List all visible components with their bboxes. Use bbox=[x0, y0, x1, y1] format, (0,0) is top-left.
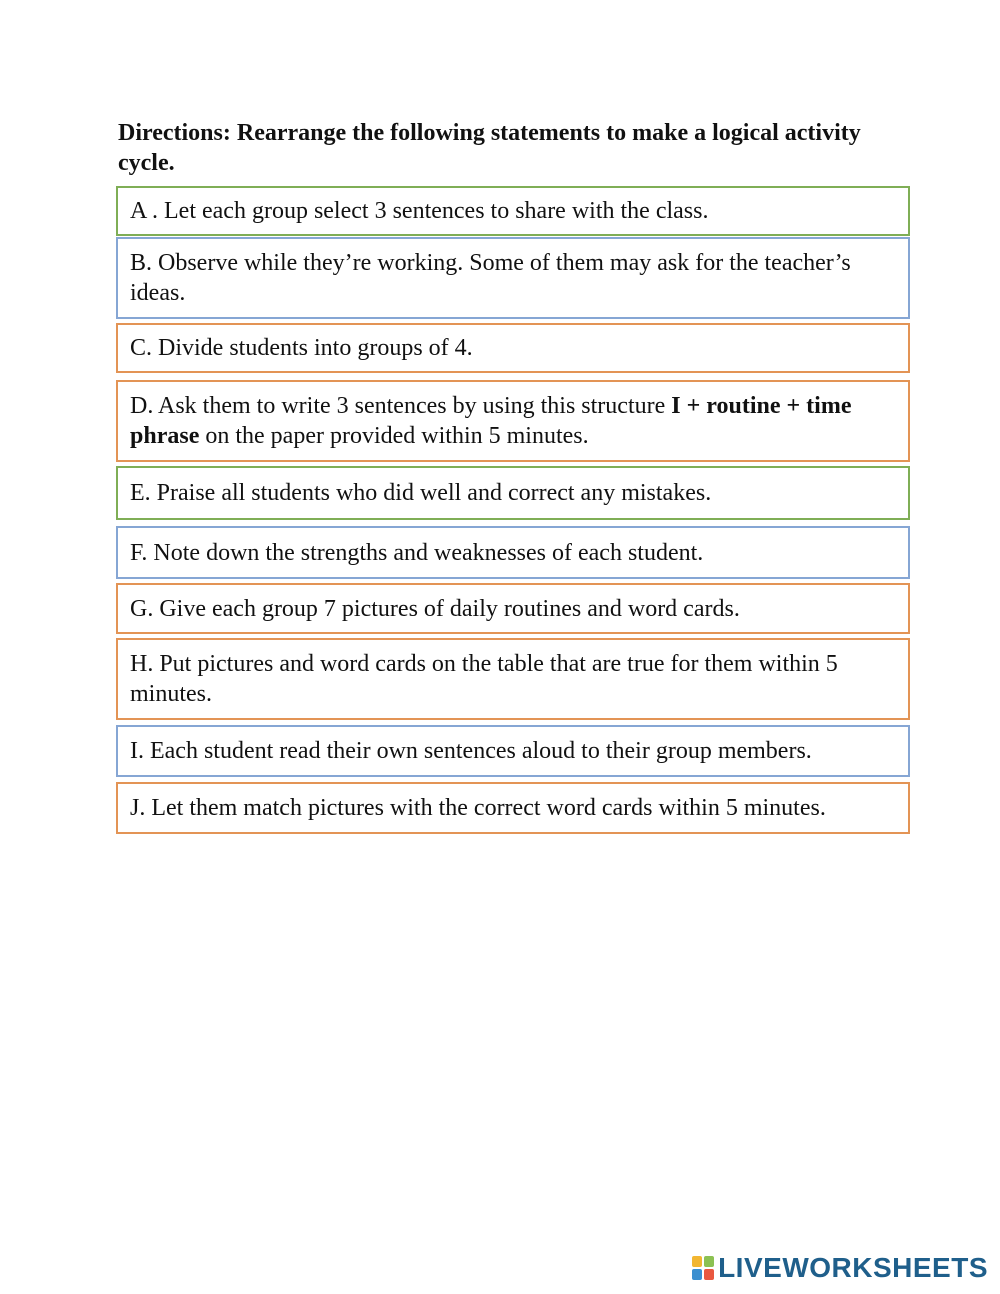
statement-f-text: F. Note down the strengths and weaknesses of each student. bbox=[130, 539, 704, 566]
statement-d-text bbox=[130, 391, 896, 451]
statement-d[interactable] bbox=[116, 380, 910, 462]
statement-d-structure: I + routine + time phrase bbox=[130, 393, 852, 449]
statement-a-text: A . Let each group select 3 sentences to share with the class. bbox=[130, 198, 709, 224]
statement-c-text: C. Divide students into groups of 4. bbox=[130, 335, 473, 361]
statement-i[interactable] bbox=[116, 725, 910, 777]
statement-e[interactable] bbox=[116, 466, 910, 520]
statement-g-text: G. Give each group 7 pictures of daily routines and word cards. bbox=[130, 595, 740, 622]
statement-d-part1: D. Ask them to write 3 sentences by using this structure bbox=[130, 393, 672, 419]
statement-e-text: E. Praise all students who did well and correct any mistakes. bbox=[130, 480, 712, 506]
statement-i-text: I. Each student read their own sentences aloud to their group members. bbox=[130, 738, 812, 764]
liveworksheets-logo bbox=[692, 1254, 988, 1282]
statement-b-text: B. Observe while they’re working. Some of them may ask for the teacher’s ideas. bbox=[130, 250, 851, 306]
liveworksheets-logo-text: LIVEWORKSHEETS bbox=[718, 1252, 988, 1283]
statement-h[interactable] bbox=[116, 638, 910, 720]
statement-h-text: H. Put pictures and word cards on the table that are true for them within 5 minutes. bbox=[130, 651, 838, 707]
statement-j[interactable] bbox=[116, 782, 910, 834]
statement-d-part2: on the paper provided within 5 minutes. bbox=[199, 423, 589, 449]
directions-heading: Directions: Rearrange the following statements to make a logical activity cycle. bbox=[118, 120, 861, 176]
statement-f[interactable] bbox=[116, 526, 910, 579]
statement-c[interactable] bbox=[116, 323, 910, 373]
statement-j-text: J. Let them match pictures with the correct word cards within 5 minutes. bbox=[130, 795, 826, 821]
statement-b[interactable] bbox=[116, 237, 910, 319]
liveworksheets-logo-icon bbox=[692, 1256, 714, 1280]
statement-g[interactable] bbox=[116, 583, 910, 634]
statement-a[interactable] bbox=[116, 186, 910, 236]
